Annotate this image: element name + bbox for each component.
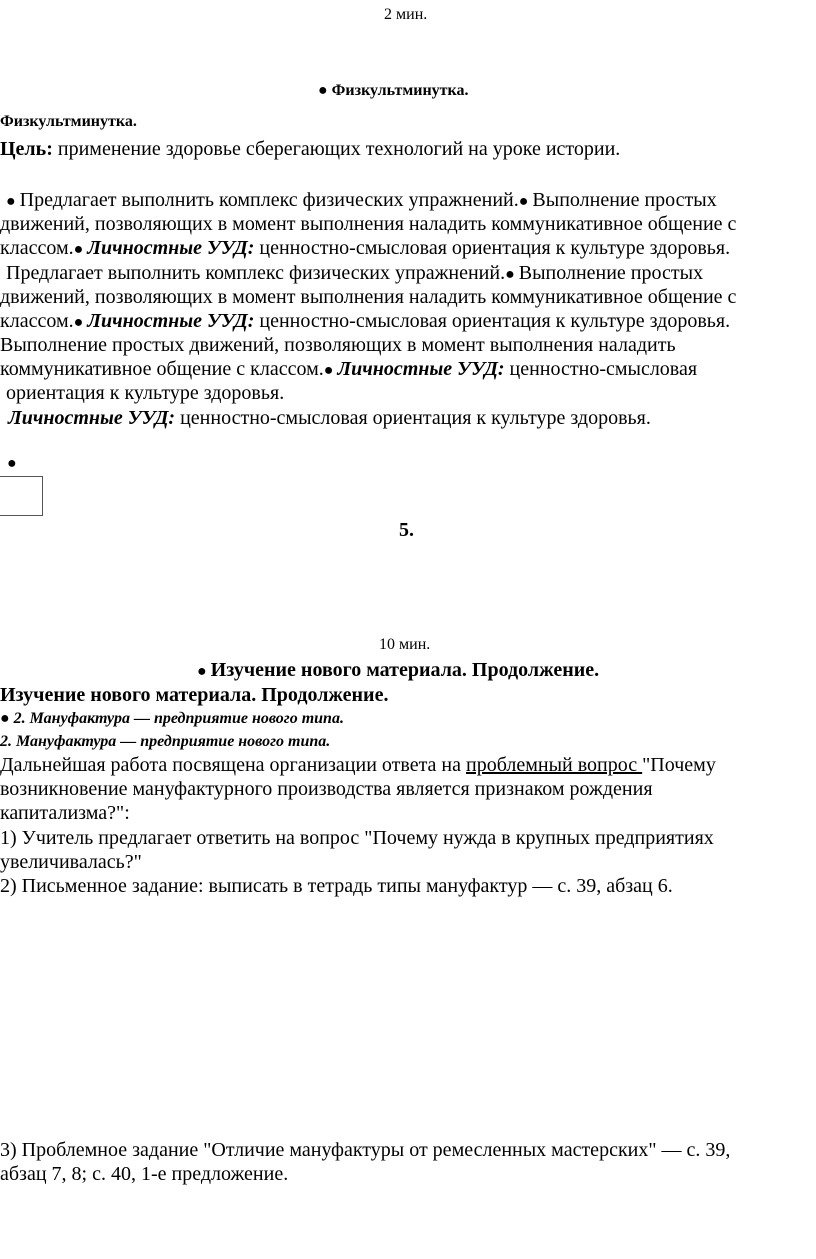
- paragraph-line: Личностные УУД: ценностно-смысловая ориентация к культуре здоровья.: [8, 407, 651, 429]
- list-item: 1) Учитель предлагает ответить на вопрос "Почему нужда в крупных предприятиях: [0, 827, 714, 849]
- paragraph-line: классом.● Личностные УУД: ценностно-смысловая ориентация к культуре здоровья.: [0, 310, 731, 332]
- time-label: 2 мин.: [384, 6, 428, 23]
- paragraph-line: классом.● Личностные УУД: ценностно-смысловая ориентация к культуре здоровья.: [0, 237, 731, 259]
- problem-question-link: проблемный вопрос: [466, 754, 643, 776]
- bullet-icon: ●: [518, 193, 529, 210]
- time-label: 10 мин.: [379, 636, 431, 653]
- paragraph-line: ● Предлагает выполнить комплекс физических упражнений.● Выполнение простых: [6, 189, 717, 211]
- paragraph-line: капитализма?":: [0, 802, 130, 824]
- bullet-icon: ●: [323, 362, 334, 379]
- paragraph-line: коммуникативное общение с классом.● Личностные УУД: ценностно-смысловая: [0, 358, 698, 380]
- goal-label: Цель:: [0, 138, 53, 160]
- paragraph-line: движений, позволяющих в момент выполнения наладить коммуникативное общение с: [0, 286, 737, 308]
- bullet-icon: ●: [73, 314, 84, 331]
- section-subheading: Изучение нового материала. Продолжение.: [0, 684, 389, 706]
- empty-box: [0, 476, 43, 516]
- paragraph-line: Дальнейшая работа посвящена организации ответа на проблемный вопрос "Почему: [0, 754, 716, 776]
- paragraph-line: Предлагает выполнить комплекс физических упражнений.● Выполнение простых: [6, 262, 704, 284]
- bullet-icon: ●: [0, 710, 10, 727]
- bullet-icon: ●: [505, 266, 515, 283]
- subsection-title: 2. Мануфактура — предприятие нового типа.: [0, 733, 331, 750]
- uud-label: Личностные УУД:: [8, 407, 176, 429]
- list-item: 3) Проблемное задание "Отличие мануфактуры от ремесленных мастерских" — с. 39,: [0, 1139, 731, 1161]
- list-item: увеличивалась?": [0, 851, 142, 873]
- bullet-icon: ●: [197, 663, 207, 680]
- bullet-icon: ●: [318, 82, 328, 99]
- bullet-icon: ●: [6, 193, 16, 210]
- paragraph-line: возникновение мануфактурного производства является признаком рождения: [0, 778, 653, 800]
- section-heading: ● Изучение нового материала. Продолжение.: [197, 659, 600, 681]
- goal-line: [0, 139, 620, 159]
- section-number: 5.: [399, 519, 414, 541]
- paragraph-line: ориентация к культуре здоровья.: [6, 382, 285, 404]
- bullet-icon: ●: [73, 241, 84, 258]
- section-heading: ● Физкультминутка.: [318, 82, 469, 99]
- list-item: 2) Письменное задание: выписать в тетрадь типы мануфактур — с. 39, абзац 6.: [0, 875, 673, 897]
- subsection-title: ● 2. Мануфактура — предприятие нового типа.: [0, 710, 344, 727]
- uud-label: Личностные УУД:: [87, 237, 255, 259]
- goal-text: применение здоровье сберегающих технологий на уроке истории.: [57, 138, 621, 160]
- uud-label: Личностные УУД:: [87, 310, 255, 332]
- paragraph-line: движений, позволяющих в момент выполнения наладить коммуникативное общение с: [0, 213, 737, 235]
- section-subheading: Физкультминутка.: [0, 113, 137, 130]
- bullet-icon: ●: [7, 455, 17, 472]
- paragraph-line: Выполнение простых движений, позволяющих в момент выполнения наладить: [0, 334, 676, 356]
- uud-label: Личностные УУД:: [337, 358, 505, 380]
- list-item: абзац 7, 8; с. 40, 1-е предложение.: [0, 1163, 289, 1185]
